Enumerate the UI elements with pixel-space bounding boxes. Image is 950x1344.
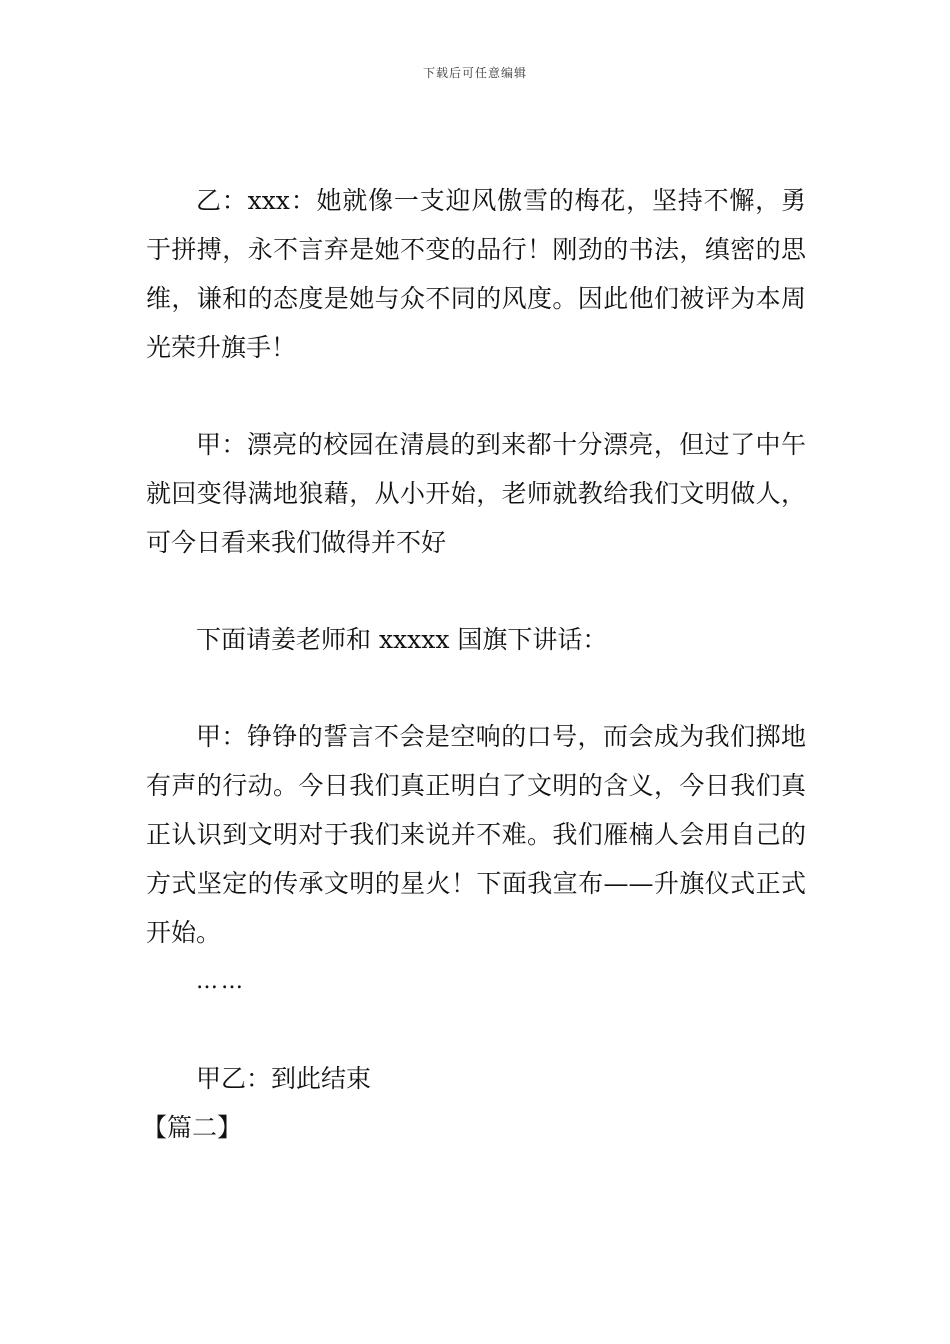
paragraph-speech-invitation: 下面请姜老师和 xxxxx 国旗下讲话： (196, 625, 608, 654)
paragraph-jia-campus: 甲：漂亮的校园在清晨的到来都十分漂亮，但过了中午就回变得满地狼藉，从小开始，老师就教给我们文明做人，可今日看来我们做得并不好 (146, 430, 806, 557)
paragraph-yi-introduction: 乙：xxx：她就像一支迎风傲雪的梅花，坚持不懈，勇于拼搏，永不言弃是她不变的品行！刚劲的书法，缜密的思维，谦和的态度是她与众不同的风度。因此他们被评为本周光荣升旗手！ (146, 186, 806, 362)
document-body (142, 176, 806, 1152)
paragraph-closing: 甲乙：到此结束 (196, 1064, 372, 1093)
paragraph-jia-oath: 甲：铮铮的誓言不会是空响的口号，而会成为我们掷地有声的行动。今日我们真正明白了文明的含义，今日我们真正认识到文明对于我们来说并不难。我们雁楠人会用自己的方式坚定的传承文明的星火！下面我宣布——升旗仪式正式开始。 (146, 722, 806, 947)
ellipsis-marker: …… (196, 969, 246, 994)
section-title: 【篇二】 (142, 1113, 243, 1142)
page-header: 下载后可任意编辑 (422, 66, 527, 80)
